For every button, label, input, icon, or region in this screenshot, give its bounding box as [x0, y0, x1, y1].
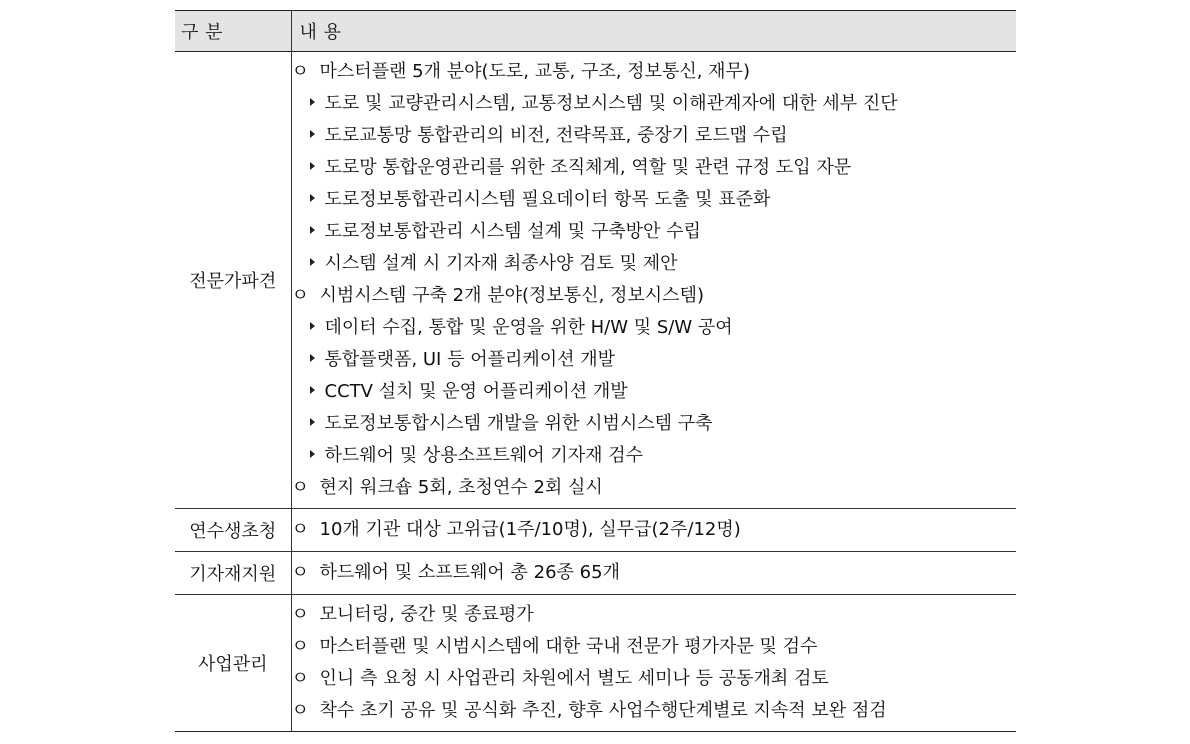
item-text: CCTV 설치 및 운영 어플리케이션 개발	[324, 381, 628, 402]
row-content	[291, 52, 1016, 509]
item-text: 10개 기관 대상 고위급(1주/10명), 실무급(2주/12명)	[319, 519, 741, 540]
sub-bullet-item	[292, 88, 1017, 120]
triangle-bullet-icon	[310, 354, 315, 362]
item-text: 통합플랫폼, UI 등 어플리케이션 개발	[324, 349, 616, 370]
item-text: 마스터플랜 5개 분야(도로, 교통, 구조, 정보통신, 재무)	[319, 61, 750, 82]
row-content	[291, 595, 1016, 732]
bullet-item	[292, 472, 1017, 504]
circle-bullet-marker: ㅇ	[291, 700, 309, 721]
circle-bullet-marker: ㅇ	[291, 562, 309, 583]
circle-bullet-marker: ㅇ	[291, 519, 309, 540]
table-row	[175, 595, 1016, 732]
row-category: 사업관리	[175, 595, 291, 732]
bullet-item	[292, 695, 1017, 727]
table-body	[175, 52, 1016, 732]
triangle-bullet-icon	[310, 258, 315, 266]
row-category: 연수생초청	[175, 509, 291, 552]
item-text: 모니터링, 중간 및 종료평가	[319, 604, 534, 625]
bullet-item	[292, 56, 1017, 88]
table-row	[175, 552, 1016, 595]
item-text: 착수 초기 공유 및 공식화 추진, 향후 사업수행단계별로 지속적 보완 점검	[319, 700, 887, 721]
item-text: 시범시스템 구축 2개 분야(정보통신, 정보시스템)	[319, 285, 704, 306]
item-text: 도로망 통합운영관리를 위한 조직체계, 역할 및 관련 규정 도입 자문	[324, 157, 852, 178]
circle-bullet-marker: ㅇ	[291, 604, 309, 625]
triangle-bullet-icon	[310, 130, 315, 138]
item-text: 데이터 수집, 통합 및 운영을 위한 H/W 및 S/W 공여	[324, 317, 733, 338]
item-text: 마스터플랜 및 시범시스템에 대한 국내 전문가 평가자문 및 검수	[319, 636, 818, 657]
sub-bullet-item	[292, 344, 1017, 376]
circle-bullet-marker: ㅇ	[291, 477, 309, 498]
bullet-item	[292, 557, 1017, 589]
triangle-bullet-icon	[310, 418, 315, 426]
content-table	[175, 10, 1016, 732]
row-content	[291, 509, 1016, 552]
item-text: 시스템 설계 시 기자재 최종사양 검토 및 제안	[324, 253, 678, 274]
sub-bullet-item	[292, 120, 1017, 152]
item-text: 도로 및 교량관리시스템, 교통정보시스템 및 이해관계자에 대한 세부 진단	[324, 93, 898, 114]
triangle-bullet-icon	[310, 450, 315, 458]
sub-bullet-item	[292, 440, 1017, 472]
header-content: 내 용	[291, 11, 1016, 52]
circle-bullet-marker: ㅇ	[291, 636, 309, 657]
item-text: 도로정보통합관리 시스템 설계 및 구축방안 수립	[324, 221, 701, 242]
sub-bullet-item	[292, 184, 1017, 216]
item-text: 인니 측 요청 시 사업관리 차원에서 별도 세미나 등 공동개최 검토	[319, 668, 829, 689]
triangle-bullet-icon	[310, 162, 315, 170]
circle-bullet-marker: ㅇ	[291, 285, 309, 306]
table-row	[175, 52, 1016, 509]
bullet-item	[292, 514, 1017, 546]
sub-bullet-item	[292, 376, 1017, 408]
item-text: 도로정보통합시스템 개발을 위한 시범시스템 구축	[324, 413, 713, 434]
item-text: 하드웨어 및 상용소프트웨어 기자재 검수	[324, 445, 643, 466]
bullet-item	[292, 631, 1017, 663]
triangle-bullet-icon	[310, 194, 315, 202]
item-text: 하드웨어 및 소프트웨어 총 26종 65개	[319, 562, 620, 583]
sub-bullet-item	[292, 216, 1017, 248]
row-category: 기자재지원	[175, 552, 291, 595]
sub-bullet-item	[292, 408, 1017, 440]
triangle-bullet-icon	[310, 226, 315, 234]
item-text: 현지 워크숍 5회, 초청연수 2회 실시	[319, 477, 603, 498]
table-header-row	[175, 11, 1016, 52]
item-text: 도로정보통합관리시스템 필요데이터 항목 도출 및 표준화	[324, 189, 771, 210]
header-category: 구 분	[175, 11, 291, 52]
circle-bullet-marker: ㅇ	[291, 668, 309, 689]
triangle-bullet-icon	[310, 386, 315, 394]
row-category: 전문가파견	[175, 52, 291, 509]
item-text: 도로교통망 통합관리의 비전, 전략목표, 중장기 로드맵 수립	[324, 125, 788, 146]
bullet-item	[292, 280, 1017, 312]
table-row	[175, 509, 1016, 552]
sub-bullet-item	[292, 152, 1017, 184]
bullet-item	[292, 599, 1017, 631]
row-content	[291, 552, 1016, 595]
triangle-bullet-icon	[310, 322, 315, 330]
triangle-bullet-icon	[310, 98, 315, 106]
sub-bullet-item	[292, 248, 1017, 280]
circle-bullet-marker: ㅇ	[291, 61, 309, 82]
sub-bullet-item	[292, 312, 1017, 344]
bullet-item	[292, 663, 1017, 695]
